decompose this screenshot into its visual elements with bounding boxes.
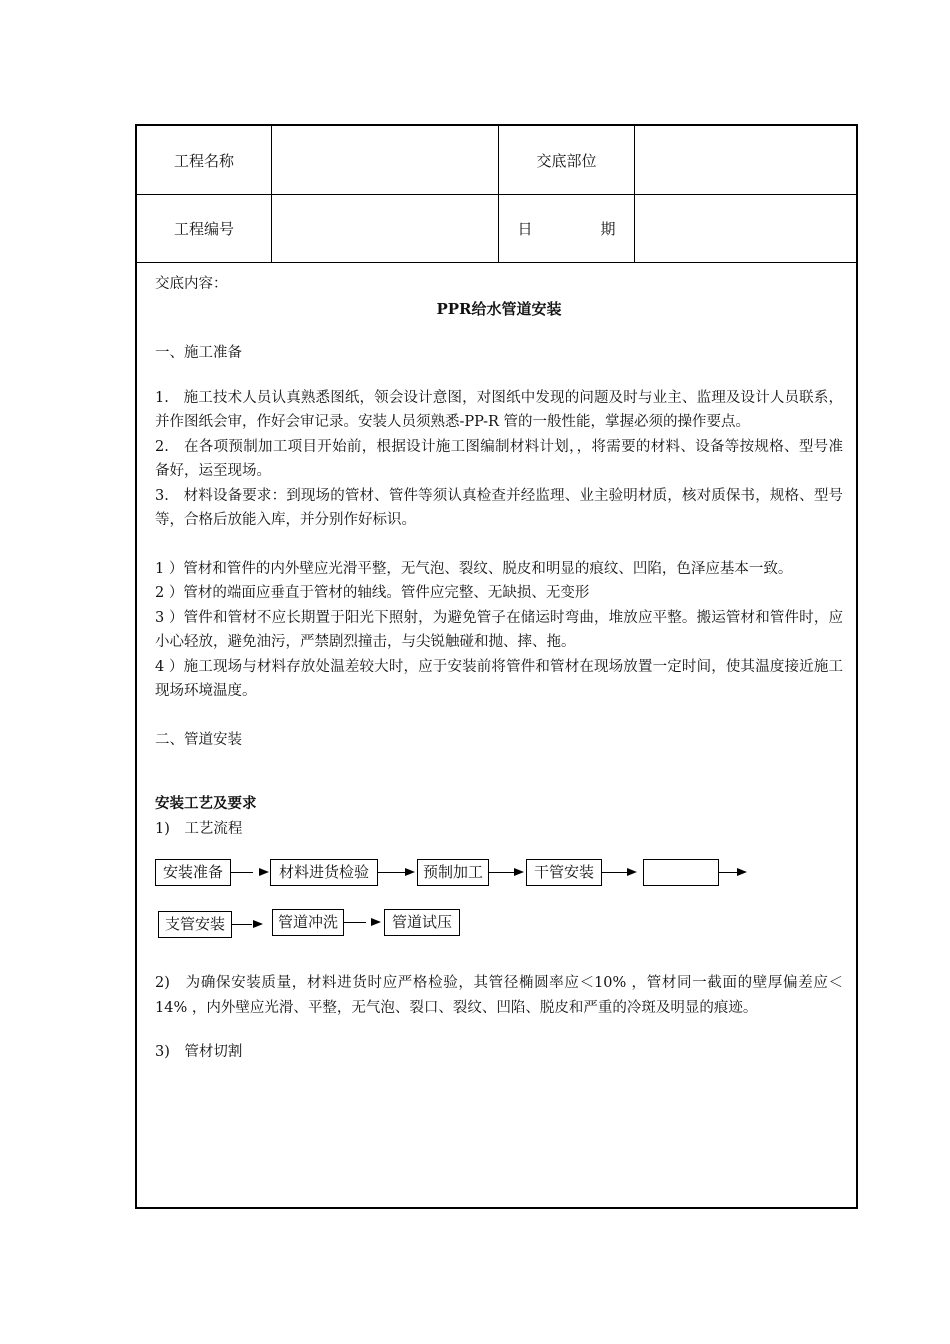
- flow-connector: [344, 922, 366, 923]
- flow-connector: [378, 872, 408, 873]
- handover-content: [155, 272, 843, 1065]
- prep-item-3: 3. 材料设备要求：到现场的管材、管件等须认真检查并经监理、业主验明材质，核对质保书，规格、型号等，合格后放能入库，并分别作好标识。: [155, 487, 843, 528]
- arrow-icon: [371, 918, 381, 926]
- flow-connector: [719, 872, 737, 873]
- date-field[interactable]: [635, 194, 858, 262]
- document-title: PPR给水管道安装: [436, 299, 562, 318]
- date-label-day: 日: [517, 219, 533, 238]
- arrow-icon: [627, 868, 637, 876]
- header-row-1: [137, 126, 856, 195]
- flow-step-blank: [643, 859, 719, 886]
- project-name-field[interactable]: [272, 126, 499, 194]
- process-heading: 安装工艺及要求: [155, 795, 257, 812]
- flow-step-branch-pipe: 支管安装: [158, 911, 232, 938]
- date-label-cell: [499, 194, 635, 262]
- date-label-period: 期: [600, 219, 616, 238]
- date-label: [518, 218, 616, 239]
- content-intro: 交底内容：: [155, 276, 228, 292]
- project-no-field[interactable]: [272, 194, 499, 262]
- flow-connector: [231, 872, 253, 873]
- handover-form: [135, 124, 858, 1209]
- prep-item-1: 1. 施工技术人员认真熟悉图纸，领会设计意图，对图纸中发现的问题及时与业主、监理及设计人员联系，并作图纸会审，作好会审记录。安装人员须熟悉-PP-R 管的一般性能，掌握必须的操作要点。: [155, 389, 843, 430]
- project-name-label: 工程名称: [137, 126, 272, 194]
- handover-part-label: 交底部位: [499, 126, 635, 194]
- handover-part-field[interactable]: [635, 126, 858, 194]
- material-req-1: 1 ）管材和管件的内外壁应光滑平整，无气泡、裂纹、脱皮和明显的痕纹、凹陷，色泽应基本一致。: [155, 560, 793, 577]
- section-heading-installation: 二、管道安装: [155, 731, 242, 748]
- prep-item-2: 2. 在各项预制加工项目开始前，根据设计施工图编制材料计划，，将需要的材料、设备等按规格、型号准备好，运至现场。: [155, 438, 843, 479]
- flow-step-pressure-test: 管道试压: [384, 909, 460, 936]
- flow-step-main-pipe: 干管安装: [526, 859, 602, 886]
- flow-step-prefab: 预制加工: [417, 859, 489, 886]
- flow-connector: [489, 872, 517, 873]
- project-no-label: 工程编号: [137, 194, 272, 262]
- process-subheading: 1) 工艺流程: [155, 820, 243, 837]
- flow-step-prepare: 安装准备: [155, 859, 231, 886]
- quality-paragraph: 2) 为确保安装质量，材料进货时应严格检验，其管径椭圆率应＜10% ，管材同一截面的壁厚偏差应＜14% ，内外壁应光滑、平整，无气泡、裂口、裂纹、凹陷、脱皮和严重的冷斑及明显的痕迹。: [155, 975, 843, 1016]
- arrow-icon: [253, 920, 263, 928]
- material-req-3: 3 ）管件和管材不应长期置于阳光下照射，为避免管子在储运时弯曲，堆放应平整。搬运管材和管件时，应小心轻放，避免油污，严禁剧烈撞击，与尖锐触碰和抛、摔、拖。: [155, 609, 843, 650]
- material-req-4: 4 ）施工现场与材料存放处温差较大时，应于安装前将管件和管材在现场放置一定时间，使其温度接近施工现场环境温度。: [155, 658, 843, 699]
- arrow-icon: [737, 868, 747, 876]
- arrow-icon: [405, 868, 415, 876]
- flow-step-flush: 管道冲洗: [272, 909, 344, 936]
- flow-connector: [602, 872, 630, 873]
- process-flowchart: [155, 851, 843, 951]
- arrow-icon: [514, 868, 524, 876]
- flow-step-inspection: 材料进货检验: [270, 859, 378, 886]
- header-row-2: [137, 194, 856, 263]
- cutting-heading: 3) 管材切割: [155, 1044, 243, 1060]
- section-heading-preparation: 一、施工准备: [155, 345, 242, 361]
- flow-connector: [232, 924, 252, 925]
- material-req-2: 2 ）管材的端面应垂直于管材的轴线。管件应完整、无缺损、无变形: [155, 585, 590, 601]
- arrow-icon: [259, 868, 269, 876]
